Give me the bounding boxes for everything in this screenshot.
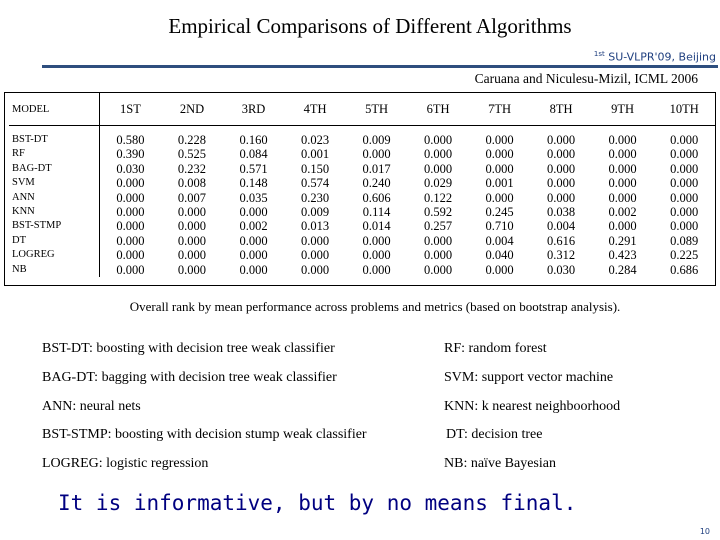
table-row [9,205,715,219]
table-header-row [9,93,715,126]
table-caption: Overall rank by mean performance across problems and metrics (based on bootstrap analysis). [129,299,621,314]
column-header: 9TH [592,93,654,126]
legend-item: LOGREG: logistic regression [42,456,209,471]
rank-value-cell: 0.000 [423,262,453,277]
rank-value-cell: 0.000 [239,205,268,220]
rank-value-cell: 0.000 [608,176,637,191]
rank-value-cell: 0.001 [485,176,514,191]
rank-value-cell: 0.000 [485,133,514,147]
model-name-cell: BST-STMP [9,219,99,233]
rank-value-cell: 0.000 [485,147,514,162]
rank-value-cell: 0.000 [116,248,145,263]
rank-value-cell: 0.000 [116,205,145,220]
rank-value-cell: 0.257 [423,219,453,234]
rank-value-cell: 0.122 [423,190,453,205]
rank-value-cell: 0.284 [608,262,637,277]
column-header: 2ND [161,93,223,126]
rank-value-cell: 0.000 [300,262,330,277]
column-header: 5TH [346,93,408,126]
rank-value-cell: 0.030 [547,262,576,277]
rank-value-cell: 0.084 [239,147,268,162]
rank-value-cell: 0.030 [116,161,145,176]
rank-value-cell: 0.240 [362,176,391,191]
rank-value-cell: 0.000 [608,147,637,162]
rank-value-cell: 0.230 [300,190,330,205]
rank-value-cell: 0.000 [608,190,637,205]
rank-value-cell: 0.312 [547,248,576,263]
model-name-cell: BAG-DT [9,162,99,176]
column-header: MODEL [9,93,99,126]
column-header: 10TH [653,93,715,126]
rank-value-cell: 0.574 [300,176,330,191]
column-header: 6TH [407,93,469,126]
rank-value-cell: 0.000 [670,205,699,220]
rank-value-cell: 0.423 [608,248,637,263]
rank-value-cell: 0.616 [547,233,576,248]
column-header: 4TH [284,93,346,126]
rank-value-cell: 0.009 [300,205,330,220]
rank-value-cell: 0.038 [547,205,576,220]
rank-value-cell: 0.160 [239,133,268,147]
rank-value-cell: 0.000 [608,219,637,234]
rank-value-cell: 0.000 [670,161,699,176]
rank-value-cell: 0.232 [177,161,207,176]
rank-value-cell: 0.014 [362,219,391,234]
table-row [9,191,715,205]
rank-value-cell: 0.008 [177,176,207,191]
rank-value-cell: 0.571 [239,161,268,176]
conference-sup: 1st [593,50,605,58]
model-name-cell: NB [9,263,99,277]
legend-item: BST-STMP: boosting with decision stump weak classifier [42,427,367,442]
rank-value-cell: 0.040 [485,248,514,263]
column-header: 3RD [223,93,285,126]
rank-value-cell: 0.000 [362,147,391,162]
rank-value-cell: 0.000 [116,262,145,277]
rank-value-cell: 0.000 [239,248,268,263]
rank-value-cell: 0.013 [300,219,330,234]
rank-value-cell: 0.000 [423,233,453,248]
table-body [9,126,715,278]
model-name-cell: LOGREG [9,248,99,262]
legend-item: ANN: neural nets [42,399,141,414]
model-name-cell: ANN [9,191,99,205]
rank-value-cell: 0.000 [239,233,268,248]
table-row [9,147,715,161]
rank-value-cell: 0.000 [116,176,145,191]
legend-item: BST-DT: boosting with decision tree weak classifier [42,341,335,356]
rank-value-cell: 0.004 [547,219,576,234]
rank-value-cell: 0.089 [670,233,699,248]
rank-value-cell: 0.029 [423,176,453,191]
table-row [9,248,715,262]
rank-value-cell: 0.007 [177,190,207,205]
rank-value-cell: 0.000 [177,248,207,263]
conference-text: SU-VLPR'09, Beijing [608,50,716,64]
rank-value-cell: 0.000 [608,133,637,147]
table-row [9,263,715,277]
model-name-cell: DT [9,234,99,248]
rank-value-cell: 0.000 [177,219,207,234]
table-row [9,162,715,176]
legend-item: DT: decision tree [446,427,543,442]
rank-value-cell: 0.000 [670,219,699,234]
rank-value-cell: 0.710 [485,219,514,234]
rank-value-cell: 0.580 [116,133,145,147]
legend-item: RF: random forest [444,341,547,356]
rank-value-cell: 0.000 [116,233,145,248]
rank-value-cell: 0.592 [423,205,453,220]
rank-value-cell: 0.000 [177,205,207,220]
highlight-statement: It is informative, but by no means final. [58,491,577,515]
rank-value-cell: 0.390 [116,147,145,162]
legend-item: KNN: k nearest neighboorhood [444,399,621,414]
rank-value-cell: 0.525 [177,147,207,162]
rank-value-cell: 0.000 [423,133,453,147]
rank-value-cell: 0.000 [485,190,514,205]
rank-value-cell: 0.150 [300,161,330,176]
rank-value-cell: 0.000 [485,161,514,176]
rank-value-cell: 0.245 [485,205,514,220]
rank-value-cell: 0.000 [362,248,391,263]
model-name-cell: SVM [9,176,99,190]
column-header: 1ST [99,93,161,126]
rank-value-cell: 0.000 [485,262,514,277]
rank-value-cell: 0.000 [116,219,145,234]
rank-value-cell: 0.009 [362,133,391,147]
legend-item: SVM: support vector machine [444,370,614,385]
rank-value-cell: 0.002 [239,219,268,234]
table-row [9,219,715,233]
rank-value-cell: 0.114 [362,205,391,220]
rank-value-cell: 0.148 [239,176,268,191]
rank-value-cell: 0.228 [177,133,207,147]
rank-value-cell: 0.000 [300,233,330,248]
rank-value-cell: 0.291 [608,233,637,248]
conference-label [594,50,716,64]
rank-value-cell: 0.686 [670,262,699,277]
rank-value-cell: 0.606 [362,190,391,205]
rank-value-cell: 0.000 [423,248,453,263]
slide-title: Empirical Comparisons of Different Algorithms [168,14,572,38]
legend-item: BAG-DT: bagging with decision tree weak classifier [42,370,337,385]
model-name-cell: KNN [9,205,99,219]
rank-value-cell: 0.002 [608,205,637,220]
rank-value-cell: 0.023 [300,133,330,147]
rank-value-cell: 0.000 [116,190,145,205]
rank-value-cell: 0.000 [300,248,330,263]
column-header: 8TH [530,93,592,126]
rank-value-cell: 0.000 [670,133,699,147]
rank-table [9,93,715,277]
table-row [9,126,715,148]
rank-value-cell: 0.000 [670,147,699,162]
rank-value-cell: 0.000 [177,262,207,277]
rank-value-cell: 0.000 [547,147,576,162]
rank-value-cell: 0.000 [177,233,207,248]
rank-value-cell: 0.000 [423,161,453,176]
table-row [9,176,715,190]
legend-item: NB: naïve Bayesian [444,456,556,471]
model-name-cell: RF [9,147,99,161]
rank-value-cell: 0.017 [362,161,391,176]
column-header: 7TH [469,93,531,126]
model-name-cell: BST-DT [9,126,99,148]
rank-value-cell: 0.000 [239,262,268,277]
table-row [9,234,715,248]
rank-value-cell: 0.000 [608,161,637,176]
rank-value-cell: 0.000 [362,262,391,277]
page-number: 10 [699,527,710,536]
rank-value-cell: 0.000 [670,190,699,205]
rank-value-cell: 0.001 [300,147,330,162]
rank-value-cell: 0.035 [239,190,268,205]
rank-value-cell: 0.000 [547,133,576,147]
rank-value-cell: 0.000 [423,147,453,162]
rank-value-cell: 0.000 [547,190,576,205]
rank-value-cell: 0.000 [547,176,576,191]
rank-value-cell: 0.000 [670,176,699,191]
rank-value-cell: 0.000 [547,161,576,176]
rank-table-box [4,92,716,286]
rank-value-cell: 0.225 [670,248,699,263]
title-rule [42,65,718,68]
citation: Caruana and Niculesu-Mizil, ICML 2006 [474,71,698,86]
rank-value-cell: 0.004 [485,233,514,248]
rank-value-cell: 0.000 [362,233,391,248]
